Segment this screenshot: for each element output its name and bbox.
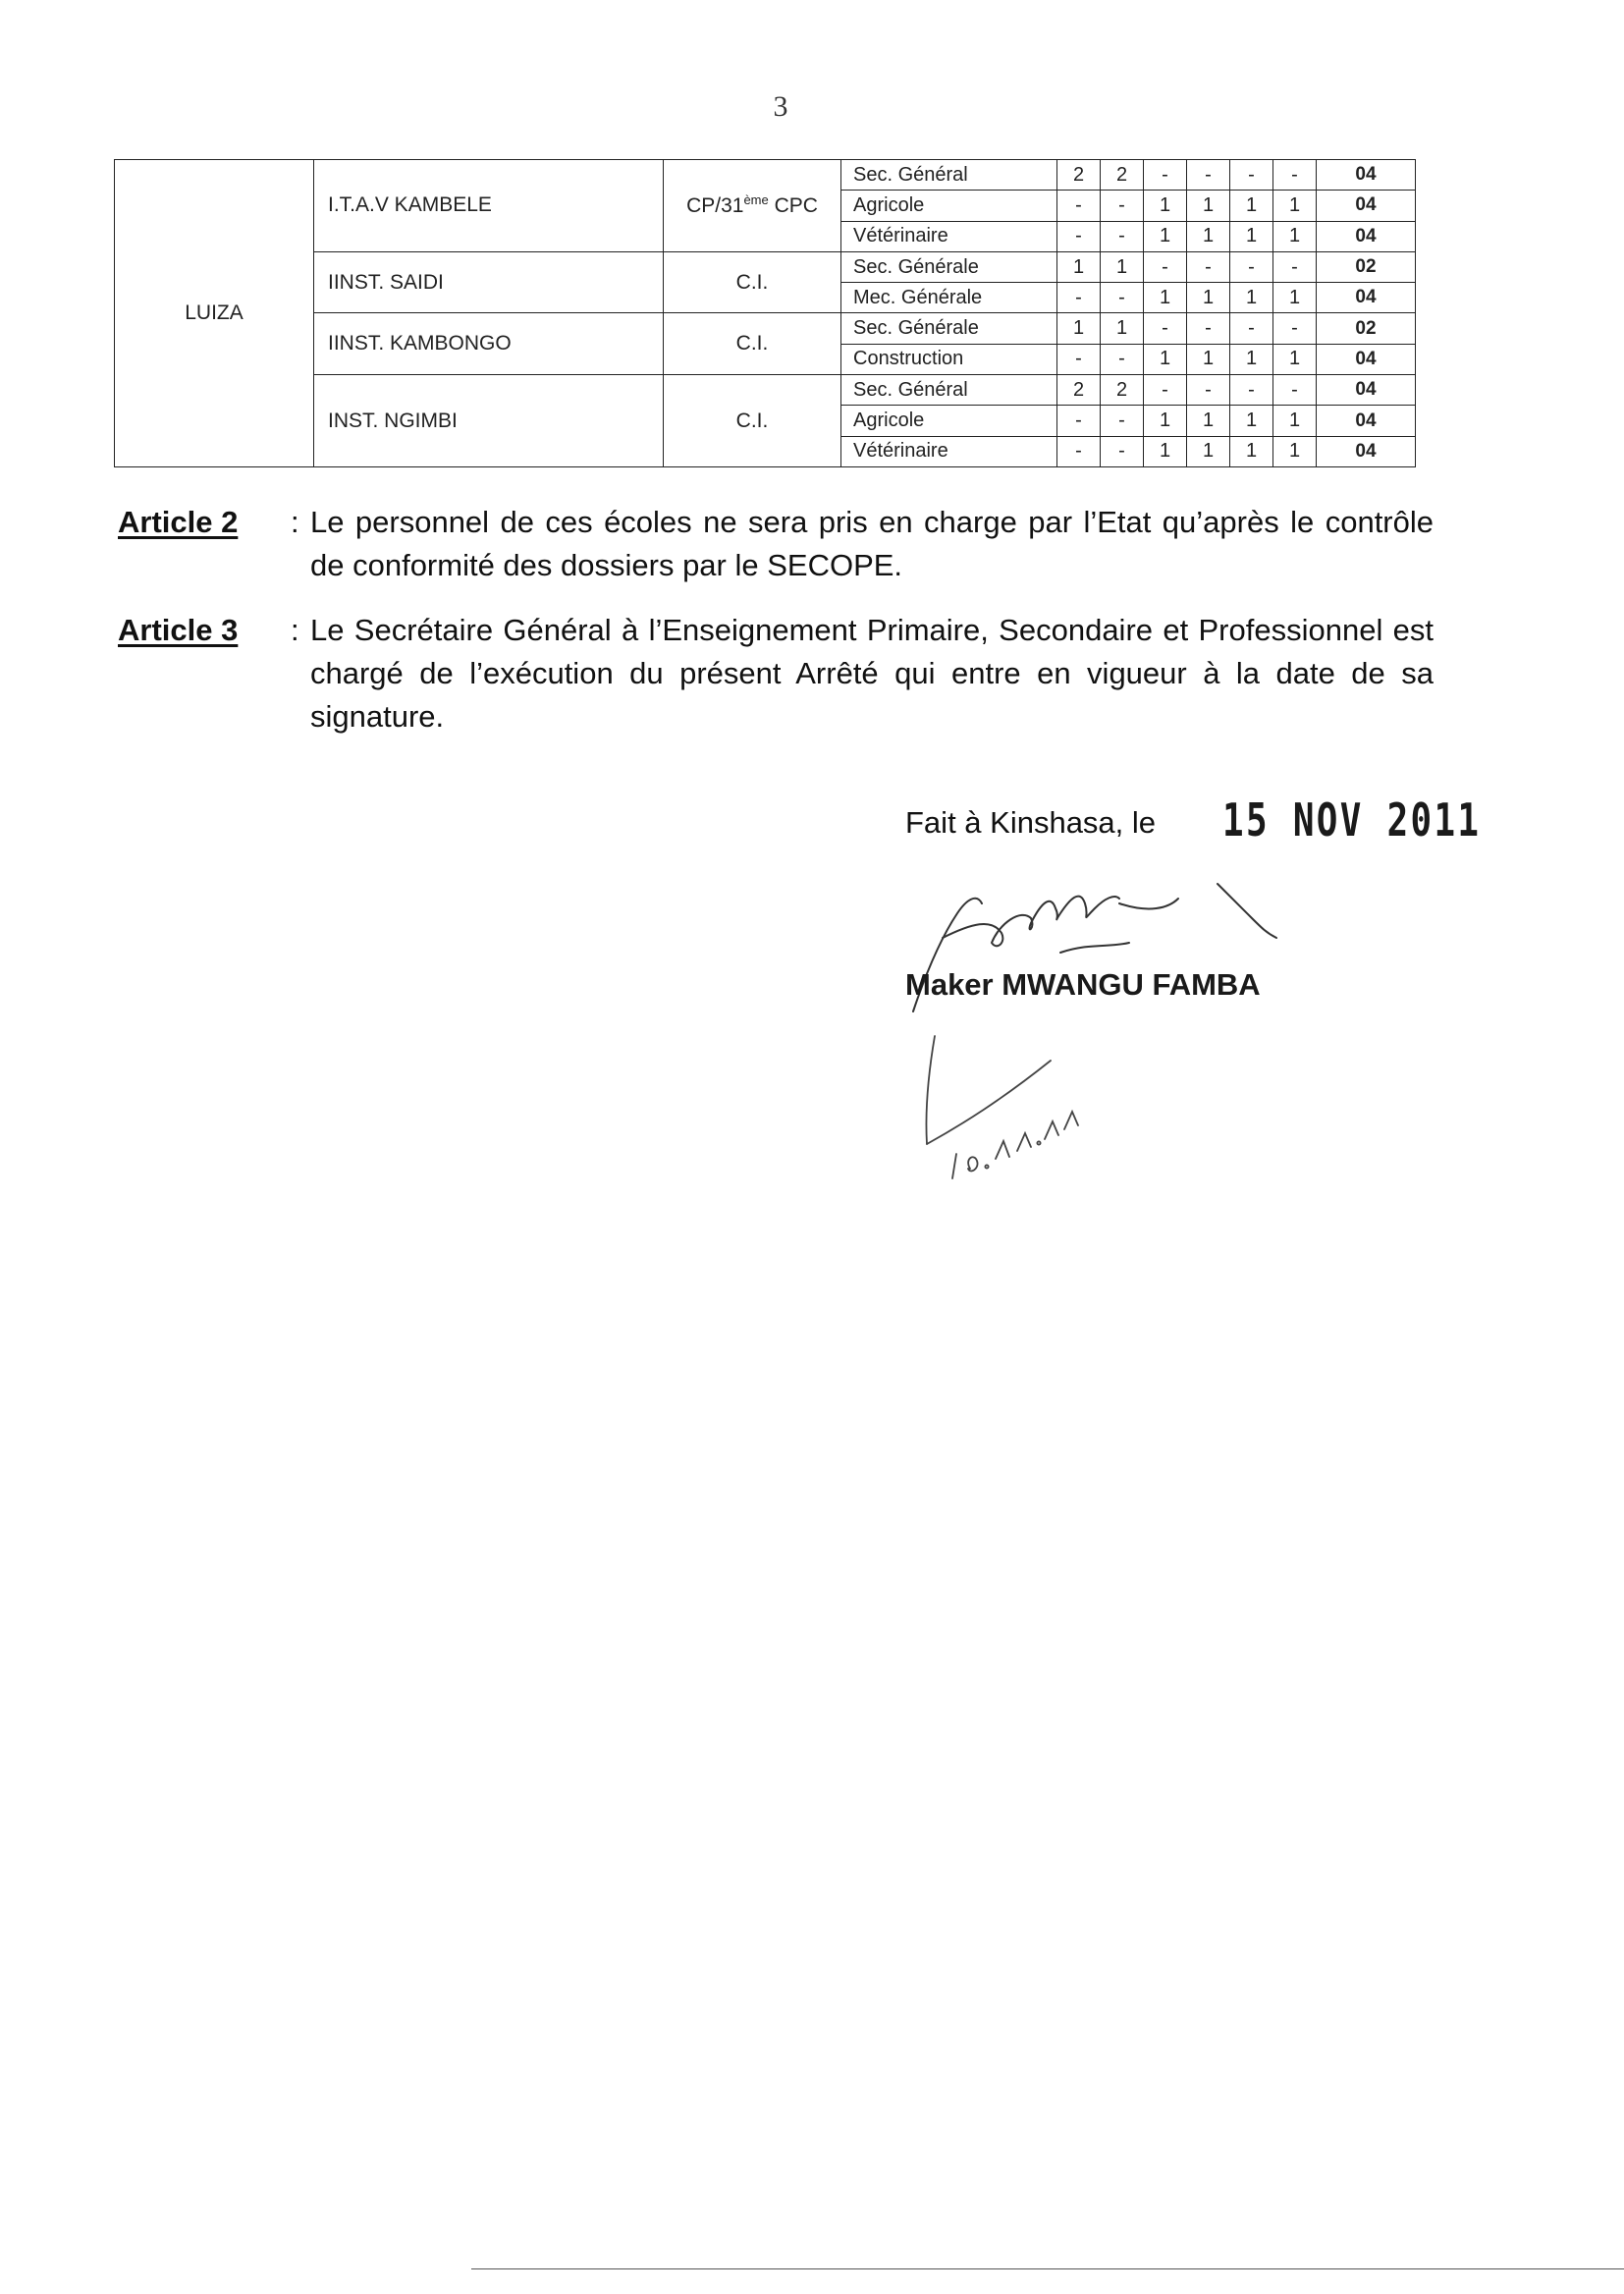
class-count-cell: 1 [1230,283,1273,313]
article-text: Le personnel de ces écoles ne sera pris en charge par l’Etat qu’après le contrôle de conformité des dossiers par le SECOPE. [310,505,1434,582]
class-count-cell: 1 [1187,221,1230,251]
class-count-cell: - [1273,160,1317,191]
bottom-rule [471,2268,1624,2269]
school-type-suffix: CPC [768,194,818,218]
class-count-cell: 1 [1144,406,1187,436]
school-type-cell [664,251,841,313]
filiere-cell: Sec. Générale [841,251,1057,282]
class-count-cell: - [1101,344,1144,374]
class-count-cell: - [1230,375,1273,406]
class-count-cell: 1 [1187,436,1230,466]
schools-table [114,159,1416,467]
class-count-cell: 1 [1144,436,1187,466]
total-cell: 04 [1317,344,1416,374]
signatory-name: Maker MWANGU FAMBA [905,967,1261,1002]
class-count-cell: 1 [1230,191,1273,221]
school-type-cell [664,313,841,375]
article-colon: : [291,613,299,647]
school-name-cell: I.T.A.V KAMBELE [314,160,664,252]
class-count-cell: - [1101,191,1144,221]
class-count-cell: 1 [1230,436,1273,466]
class-count-cell: 1 [1187,406,1230,436]
school-type-text: C.I. [735,332,769,355]
school-type-cell [664,160,841,252]
class-count-cell: 1 [1187,283,1230,313]
filiere-cell: Agricole [841,191,1057,221]
date-stamp: 15 NOV 2011 [1222,793,1482,847]
class-count-cell: - [1101,436,1144,466]
filiere-cell: Mec. Générale [841,283,1057,313]
filiere-cell: Agricole [841,406,1057,436]
class-count-cell: - [1273,313,1317,344]
class-count-cell: - [1230,160,1273,191]
filiere-cell: Sec. Général [841,160,1057,191]
class-count-cell: 1 [1101,313,1144,344]
total-cell: 04 [1317,221,1416,251]
class-count-cell: 2 [1101,375,1144,406]
class-count-cell: - [1230,313,1273,344]
class-count-cell: 1 [1273,406,1317,436]
place-line: Fait à Kinshasa, le [905,805,1157,840]
class-count-cell: - [1057,436,1101,466]
class-count-cell: 1 [1230,406,1273,436]
class-count-cell: 1 [1144,283,1187,313]
class-count-cell: - [1101,283,1144,313]
total-cell: 04 [1317,191,1416,221]
class-count-cell: - [1273,251,1317,282]
school-type-superscript: ème [743,192,769,208]
school-type-cell [664,375,841,467]
class-count-cell: - [1144,313,1187,344]
class-count-cell: 1 [1273,191,1317,221]
class-count-cell: 2 [1057,160,1101,191]
filiere-cell: Sec. Général [841,375,1057,406]
class-count-cell: - [1057,191,1101,221]
article-colon: : [291,505,299,539]
class-count-cell: - [1187,160,1230,191]
class-count-cell: 1 [1057,251,1101,282]
total-cell: 04 [1317,160,1416,191]
class-count-cell: - [1057,344,1101,374]
class-count-cell: 2 [1101,160,1144,191]
school-name-cell: IINST. SAIDI [314,251,664,313]
class-count-cell: - [1273,375,1317,406]
class-count-cell: - [1057,406,1101,436]
class-count-cell: 1 [1144,344,1187,374]
class-count-cell: - [1144,375,1187,406]
class-count-cell: 1 [1273,344,1317,374]
class-count-cell: - [1187,375,1230,406]
filiere-cell: Sec. Générale [841,313,1057,344]
article-label: Article 2 [118,505,239,539]
article-2 [118,501,1434,587]
total-cell: 02 [1317,313,1416,344]
class-count-cell: 1 [1230,221,1273,251]
total-cell: 02 [1317,251,1416,282]
class-count-cell: 1 [1144,221,1187,251]
total-cell: 04 [1317,406,1416,436]
class-count-cell: - [1187,313,1230,344]
total-cell: 04 [1317,436,1416,466]
filiere-cell: Vétérinaire [841,436,1057,466]
class-count-cell: 1 [1187,344,1230,374]
article-text: Le Secrétaire Général à l’Enseignement Primaire, Secondaire et Professionnel est chargé de l’exécution du présent Arrêté qui entre en vigueur à la date de sa signature. [310,613,1434,734]
class-count-cell: - [1101,221,1144,251]
class-count-cell: - [1144,251,1187,282]
school-type-text: C.I. [735,409,769,432]
school-type-text: C.I. [735,270,769,294]
school-name-cell: IINST. KAMBONGO [314,313,664,375]
total-cell: 04 [1317,283,1416,313]
class-count-cell: 1 [1057,313,1101,344]
class-count-cell: 1 [1101,251,1144,282]
location-cell: LUIZA [115,160,314,467]
class-count-cell: 1 [1273,283,1317,313]
class-count-cell: - [1144,160,1187,191]
filiere-cell: Construction [841,344,1057,374]
class-count-cell: 1 [1273,436,1317,466]
class-count-cell: 1 [1187,191,1230,221]
class-count-cell: - [1057,221,1101,251]
class-count-cell: - [1230,251,1273,282]
class-count-cell: - [1057,283,1101,313]
handwritten-date-graphic [923,1031,1139,1198]
page-number: 3 [773,90,788,123]
article-label: Article 3 [118,613,239,647]
class-count-cell: 2 [1057,375,1101,406]
class-count-cell: 1 [1144,191,1187,221]
class-count-cell: - [1101,406,1144,436]
table-row [115,160,1416,191]
class-count-cell: 1 [1273,221,1317,251]
total-cell: 04 [1317,375,1416,406]
class-count-cell: - [1187,251,1230,282]
school-name-cell: INST. NGIMBI [314,375,664,467]
filiere-cell: Vétérinaire [841,221,1057,251]
article-3 [118,609,1434,738]
school-type-text: CP/31 [686,194,744,218]
class-count-cell: 1 [1230,344,1273,374]
